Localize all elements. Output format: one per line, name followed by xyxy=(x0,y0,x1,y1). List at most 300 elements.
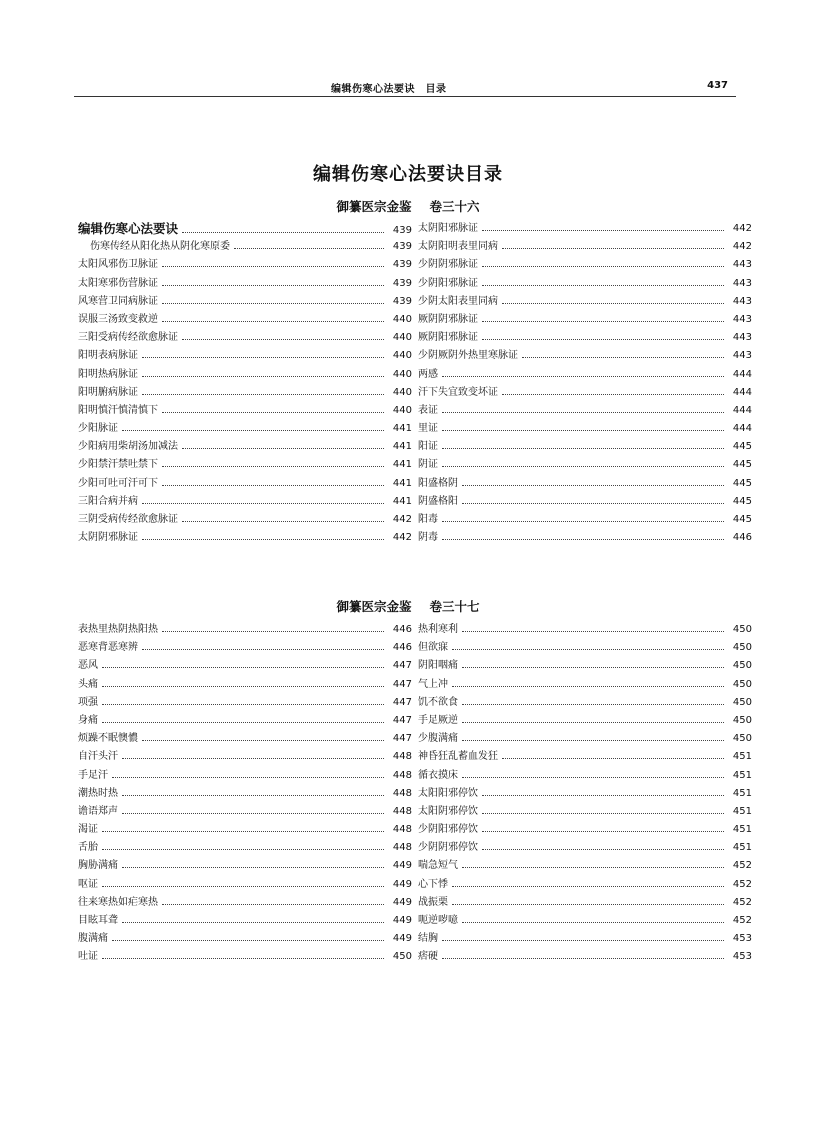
toc-entry-title: 气上冲 xyxy=(418,678,448,690)
toc-entry-page-number: 443 xyxy=(732,332,752,344)
toc-entry-page-number: 448 xyxy=(392,842,412,854)
dot-leader xyxy=(112,939,384,941)
toc-entry-title: 太阳阴邪停饮 xyxy=(418,805,478,817)
dot-leader xyxy=(162,302,384,304)
toc-entry[interactable] xyxy=(418,492,752,510)
toc-entry-page-number: 451 xyxy=(732,842,752,854)
dot-leader xyxy=(182,231,384,233)
toc-entry-title: 头痛 xyxy=(78,678,98,690)
dot-leader xyxy=(142,502,384,504)
toc-entry-page-number: 445 xyxy=(732,441,752,453)
toc-entry-title: 手足汗 xyxy=(78,769,108,781)
toc-entry[interactable] xyxy=(418,838,752,856)
toc-entry-page-number: 440 xyxy=(392,368,412,380)
toc-entry-page-number: 442 xyxy=(732,223,752,234)
dot-leader xyxy=(462,739,724,741)
dot-leader xyxy=(122,921,384,923)
toc-entry[interactable] xyxy=(78,437,412,455)
toc-entry-title: 阴证 xyxy=(418,459,438,471)
dot-leader xyxy=(482,848,724,850)
toc-entry[interactable] xyxy=(418,947,752,965)
toc-entry[interactable] xyxy=(418,911,752,929)
toc-entry[interactable] xyxy=(418,255,752,273)
dot-leader xyxy=(442,957,724,959)
toc-entry[interactable] xyxy=(418,693,752,711)
section-volume: 卷三十七 xyxy=(429,599,480,614)
toc-entry[interactable] xyxy=(418,419,752,437)
toc-entry[interactable] xyxy=(418,656,752,674)
toc-entry-page-number: 441 xyxy=(392,423,412,435)
toc-entry-title: 阳明表病脉证 xyxy=(78,350,138,362)
toc-entry[interactable] xyxy=(78,711,412,729)
dot-leader xyxy=(462,776,724,778)
toc-entry[interactable] xyxy=(78,947,412,965)
dot-leader xyxy=(452,885,724,887)
toc-entry[interactable] xyxy=(78,729,412,747)
toc-entry-title: 胸胁满痛 xyxy=(78,860,118,872)
toc-entry[interactable] xyxy=(418,455,752,473)
toc-entry-title: 热利寒利 xyxy=(418,624,458,635)
toc-entry-page-number: 447 xyxy=(392,678,412,690)
toc-entry-title: 少阴阴邪脉证 xyxy=(418,259,478,271)
toc-entry[interactable] xyxy=(418,856,752,874)
dot-leader xyxy=(142,393,384,395)
dot-leader xyxy=(462,721,724,723)
running-head xyxy=(74,78,736,98)
toc-entry-title: 少阴阳邪停饮 xyxy=(418,824,478,836)
running-head-title: 编辑伤寒心法要诀 目录 xyxy=(331,84,447,95)
dot-leader xyxy=(102,848,384,850)
toc-entry-page-number: 445 xyxy=(732,514,752,525)
toc-entry-page-number: 443 xyxy=(732,350,752,362)
toc-entry-title: 喘急短气 xyxy=(418,860,458,872)
dot-leader xyxy=(142,538,384,540)
toc-entry-title: 恶寒背恶寒辨 xyxy=(78,642,138,654)
toc-entry-title: 太阴阳邪脉证 xyxy=(418,223,478,234)
toc-entry[interactable] xyxy=(418,237,752,255)
toc-entry-title: 太阳风邪伤卫脉证 xyxy=(78,259,158,271)
toc-entry-page-number: 451 xyxy=(732,787,752,799)
toc-entry-title: 吐证 xyxy=(78,951,98,963)
toc-entry-page-number: 446 xyxy=(732,532,752,544)
toc-entry-page-number: 440 xyxy=(392,332,412,344)
toc-entry-page-number: 448 xyxy=(392,769,412,781)
toc-entry-title: 往来寒热如疟寒热 xyxy=(78,896,158,908)
toc-entry[interactable] xyxy=(418,328,752,346)
dot-leader xyxy=(102,703,384,705)
toc-entry[interactable] xyxy=(418,820,752,838)
toc-entry-page-number: 443 xyxy=(732,277,752,289)
toc-entry-title: 饥不欲食 xyxy=(418,696,458,708)
toc-entry[interactable] xyxy=(78,675,412,693)
toc-entry-title: 阴毒 xyxy=(418,532,438,544)
dot-leader xyxy=(122,794,384,796)
dot-leader xyxy=(102,666,384,668)
dot-leader xyxy=(142,375,384,377)
toc-entry-title: 太阴阳明表里同病 xyxy=(418,241,498,253)
dot-leader xyxy=(102,885,384,887)
section-volume: 卷三十六 xyxy=(429,199,480,214)
toc-entry-page-number: 440 xyxy=(392,350,412,362)
toc-entry-title: 烦躁不眠懊憹 xyxy=(78,733,138,745)
toc-entry-title: 表热里热阴热阳热 xyxy=(78,624,158,635)
toc-entry[interactable] xyxy=(78,237,412,255)
toc-entry[interactable] xyxy=(78,455,412,473)
toc-entry[interactable] xyxy=(78,346,412,364)
toc-entry-page-number: 442 xyxy=(732,241,752,253)
toc-entry-title: 太阴阴邪脉证 xyxy=(78,532,138,544)
toc-entry-page-number: 448 xyxy=(392,787,412,799)
toc-entry-title: 三阳受病传经欲愈脉证 xyxy=(78,332,178,344)
toc-entry[interactable] xyxy=(418,802,752,820)
toc-entry[interactable] xyxy=(418,346,752,364)
toc-entry[interactable] xyxy=(78,383,412,401)
running-head-page-number: 437 xyxy=(707,80,728,91)
toc-entry-page-number: 442 xyxy=(392,532,412,544)
toc-entry[interactable] xyxy=(78,365,412,383)
toc-entry[interactable] xyxy=(78,929,412,947)
toc-entry-page-number: 448 xyxy=(392,805,412,817)
toc-entry[interactable] xyxy=(78,274,412,292)
toc-entry-title: 自汗头汗 xyxy=(78,751,118,763)
dot-leader xyxy=(502,757,724,759)
dot-leader xyxy=(102,957,384,959)
toc-entry[interactable] xyxy=(78,310,412,328)
dot-leader xyxy=(482,338,724,340)
toc-entry-title: 痞硬 xyxy=(418,951,438,963)
toc-entry-title: 厥阴阳邪脉证 xyxy=(418,332,478,344)
toc-entry-title: 神昏狂乱蓄血发狂 xyxy=(418,751,498,763)
dot-leader xyxy=(482,229,724,231)
toc-entry[interactable] xyxy=(418,929,752,947)
toc-entry-page-number: 441 xyxy=(392,441,412,453)
toc-entry-title: 阳明热病脉证 xyxy=(78,368,138,380)
toc-entry-page-number: 450 xyxy=(732,733,752,745)
dot-leader xyxy=(452,903,724,905)
toc-entry-page-number: 440 xyxy=(392,313,412,325)
toc-entry-title: 太阳阳邪停饮 xyxy=(418,787,478,799)
toc-entry-page-number: 443 xyxy=(732,259,752,271)
toc-entry-title: 少阴阴邪停饮 xyxy=(418,842,478,854)
toc-entry[interactable] xyxy=(78,328,412,346)
toc-entry-title: 伤寒传经从阳化热从阴化寒原委 xyxy=(90,241,230,253)
toc-entry-title: 里证 xyxy=(418,423,438,435)
toc-entry-page-number: 452 xyxy=(732,878,752,890)
dot-leader xyxy=(182,447,384,449)
toc-entry-page-number: 442 xyxy=(392,514,412,525)
dot-leader xyxy=(442,447,724,449)
toc-entry-page-number: 449 xyxy=(392,915,412,926)
dot-leader xyxy=(142,739,384,741)
toc-entry-title: 呕证 xyxy=(78,878,98,890)
dot-leader xyxy=(462,666,724,668)
toc-entry-page-number: 440 xyxy=(392,404,412,416)
toc-entry-title: 少阳可吐可汗可下 xyxy=(78,477,158,489)
toc-entry-page-number: 447 xyxy=(392,660,412,672)
toc-entry-title: 少阳脉证 xyxy=(78,423,118,435)
toc-entry-page-number: 453 xyxy=(732,951,752,963)
dot-leader xyxy=(122,757,384,759)
dot-leader xyxy=(442,939,724,941)
toc-entry-title: 循衣摸床 xyxy=(418,769,458,781)
toc-entry-title: 手足厥逆 xyxy=(418,714,458,726)
toc-entry-title: 阳毒 xyxy=(418,514,438,525)
dot-leader xyxy=(162,484,384,486)
toc-entry-page-number: 439 xyxy=(392,259,412,271)
toc-entry[interactable] xyxy=(78,656,412,674)
section-heading-vol37 xyxy=(0,597,816,615)
toc-entry-page-number: 448 xyxy=(392,824,412,836)
toc-entry-page-number: 451 xyxy=(732,805,752,817)
toc-entry-title: 项强 xyxy=(78,696,98,708)
toc-entry[interactable] xyxy=(418,528,752,546)
toc-entry[interactable] xyxy=(418,638,752,656)
dot-leader xyxy=(462,502,724,504)
toc-entry-title: 谵语郑声 xyxy=(78,805,118,817)
dot-leader xyxy=(452,685,724,687)
toc-entry[interactable] xyxy=(78,802,412,820)
toc-entry-title: 误服三汤致变救逆 xyxy=(78,313,158,325)
dot-leader xyxy=(162,903,384,905)
toc-entry-page-number: 439 xyxy=(392,225,412,236)
dot-leader xyxy=(162,465,384,467)
dot-leader xyxy=(462,484,724,486)
toc-entry[interactable] xyxy=(418,474,752,492)
dot-leader xyxy=(234,247,384,249)
toc-entry-page-number: 452 xyxy=(732,860,752,872)
dot-leader xyxy=(482,830,724,832)
toc-entry-page-number: 439 xyxy=(392,295,412,307)
toc-entry[interactable] xyxy=(78,638,412,656)
toc-entry[interactable] xyxy=(418,510,752,528)
toc-entry-page-number: 444 xyxy=(732,423,752,435)
toc-entry[interactable] xyxy=(78,820,412,838)
toc-entry-page-number: 447 xyxy=(392,733,412,745)
toc-entry-title: 目眩耳聋 xyxy=(78,915,118,926)
dot-leader xyxy=(442,375,724,377)
toc-entry[interactable] xyxy=(418,437,752,455)
toc-entry-title: 心下悸 xyxy=(418,878,448,890)
toc-entry-title: 少阳病用柴胡汤加减法 xyxy=(78,441,178,453)
toc-entry[interactable] xyxy=(418,219,752,237)
toc-entry-title: 阴阳咽痛 xyxy=(418,660,458,672)
toc-entry-page-number: 443 xyxy=(732,313,752,325)
toc-entry[interactable] xyxy=(418,401,752,419)
toc-entry[interactable] xyxy=(418,711,752,729)
dot-leader xyxy=(162,630,384,632)
toc-entry-page-number: 447 xyxy=(392,696,412,708)
toc-entry-page-number: 449 xyxy=(392,860,412,872)
toc-entry[interactable] xyxy=(78,856,412,874)
toc-column-right-vol37 xyxy=(418,620,752,966)
toc-entry-title: 少阳禁汗禁吐禁下 xyxy=(78,459,158,471)
toc-entry-page-number: 452 xyxy=(732,896,752,908)
toc-entry-title: 少阴太阳表里同病 xyxy=(418,295,498,307)
dot-leader xyxy=(142,356,384,358)
toc-entry-page-number: 441 xyxy=(392,477,412,489)
dot-leader xyxy=(442,520,724,522)
toc-entry-title: 少阴阳邪脉证 xyxy=(418,277,478,289)
toc-entry[interactable] xyxy=(78,492,412,510)
dot-leader xyxy=(462,630,724,632)
toc-entry-title: 阴盛格阳 xyxy=(418,495,458,507)
dot-leader xyxy=(452,648,724,650)
toc-entry-page-number: 450 xyxy=(732,678,752,690)
toc-entry[interactable] xyxy=(78,510,412,528)
toc-entry-page-number: 439 xyxy=(392,241,412,253)
section-book-title: 御纂医宗金鉴 xyxy=(336,599,412,614)
toc-entry-page-number: 450 xyxy=(732,642,752,654)
toc-entry[interactable] xyxy=(418,747,752,765)
toc-entry[interactable] xyxy=(78,401,412,419)
dot-leader xyxy=(482,794,724,796)
toc-entry-page-number: 443 xyxy=(732,295,752,307)
toc-entry-title: 两感 xyxy=(418,368,438,380)
toc-entry[interactable] xyxy=(78,255,412,273)
dot-leader xyxy=(112,776,384,778)
toc-entry-title: 汗下失宜致变坏证 xyxy=(418,386,498,398)
toc-entry-page-number: 447 xyxy=(392,714,412,726)
toc-entry-page-number: 439 xyxy=(392,277,412,289)
dot-leader xyxy=(442,538,724,540)
dot-leader xyxy=(182,520,384,522)
toc-entry-page-number: 450 xyxy=(732,714,752,726)
toc-entry-title: 战振栗 xyxy=(418,896,448,908)
toc-entry-page-number: 451 xyxy=(732,769,752,781)
toc-entry-title: 编辑伤寒心法要诀 xyxy=(78,221,179,236)
toc-entry-title: 腹满痛 xyxy=(78,933,108,945)
toc-entry-title: 结胸 xyxy=(418,933,438,945)
toc-entry-page-number: 441 xyxy=(392,495,412,507)
toc-entry[interactable] xyxy=(78,219,412,237)
toc-entry[interactable] xyxy=(418,675,752,693)
toc-entry[interactable] xyxy=(418,766,752,784)
toc-entry-title: 厥阴阴邪脉证 xyxy=(418,313,478,325)
toc-entry-title: 阳盛格阴 xyxy=(418,477,458,489)
toc-entry-page-number: 444 xyxy=(732,368,752,380)
toc-entry-title: 呃逆哕噫 xyxy=(418,915,458,926)
dot-leader xyxy=(162,265,384,267)
page-title: 编辑伤寒心法要诀目录 xyxy=(313,164,503,185)
toc-entry-title: 恶风 xyxy=(78,660,98,672)
toc-entry[interactable] xyxy=(78,620,412,638)
toc-entry-page-number: 446 xyxy=(392,624,412,635)
toc-entry[interactable] xyxy=(78,292,412,310)
toc-entry[interactable] xyxy=(78,528,412,546)
dot-leader xyxy=(182,338,384,340)
toc-entry[interactable] xyxy=(418,274,752,292)
toc-entry-title: 阳明慎汗慎清慎下 xyxy=(78,404,158,416)
toc-column-left-vol36 xyxy=(78,219,412,546)
dot-leader xyxy=(162,284,384,286)
toc-entry[interactable] xyxy=(78,893,412,911)
section-heading-vol36 xyxy=(0,197,816,215)
dot-leader xyxy=(462,703,724,705)
header-rule xyxy=(74,96,736,97)
toc-entry[interactable] xyxy=(78,474,412,492)
toc-entry[interactable] xyxy=(418,893,752,911)
toc-column-left-vol37 xyxy=(78,620,412,966)
toc-entry-title: 表证 xyxy=(418,404,438,416)
dot-leader xyxy=(142,648,384,650)
toc-entry-page-number: 444 xyxy=(732,404,752,416)
toc-entry[interactable] xyxy=(78,419,412,437)
dot-leader xyxy=(462,921,724,923)
toc-entry-title: 风寒营卫同病脉证 xyxy=(78,295,158,307)
toc-entry-title: 三阴受病传经欲愈脉证 xyxy=(78,514,178,525)
toc-entry[interactable] xyxy=(418,784,752,802)
toc-entry-page-number: 440 xyxy=(392,386,412,398)
toc-entry-page-number: 450 xyxy=(392,951,412,963)
toc-entry[interactable] xyxy=(78,693,412,711)
toc-entry-title: 太阳寒邪伤营脉证 xyxy=(78,277,158,289)
toc-entry-title: 少腹满痛 xyxy=(418,733,458,745)
dot-leader xyxy=(102,721,384,723)
toc-entry[interactable] xyxy=(78,911,412,929)
toc-entry-page-number: 444 xyxy=(732,386,752,398)
toc-entry[interactable] xyxy=(418,875,752,893)
dot-leader xyxy=(102,830,384,832)
toc-entry-page-number: 450 xyxy=(732,696,752,708)
dot-leader xyxy=(482,284,724,286)
dot-leader xyxy=(502,302,724,304)
toc-entry[interactable] xyxy=(78,875,412,893)
toc-entry[interactable] xyxy=(78,766,412,784)
dot-leader xyxy=(522,356,724,358)
toc-entry[interactable] xyxy=(78,838,412,856)
toc-entry-page-number: 449 xyxy=(392,896,412,908)
toc-entry-title: 身痛 xyxy=(78,714,98,726)
toc-entry-page-number: 445 xyxy=(732,495,752,507)
dot-leader xyxy=(462,866,724,868)
toc-entry-title: 阳证 xyxy=(418,441,438,453)
toc-entry-page-number: 451 xyxy=(732,824,752,836)
dot-leader xyxy=(102,685,384,687)
toc-entry-page-number: 441 xyxy=(392,459,412,471)
dot-leader xyxy=(442,411,724,413)
dot-leader xyxy=(162,320,384,322)
dot-leader xyxy=(482,320,724,322)
dot-leader xyxy=(162,411,384,413)
dot-leader xyxy=(502,247,724,249)
toc-entry[interactable] xyxy=(418,729,752,747)
dot-leader xyxy=(442,429,724,431)
toc-entry[interactable] xyxy=(78,784,412,802)
toc-column-right-vol36 xyxy=(418,219,752,546)
toc-entry-title: 舌胎 xyxy=(78,842,98,854)
toc-entry-page-number: 451 xyxy=(732,751,752,763)
dot-leader xyxy=(122,812,384,814)
toc-entry[interactable] xyxy=(418,365,752,383)
toc-entry[interactable] xyxy=(78,747,412,765)
toc-entry-title: 渴证 xyxy=(78,824,98,836)
toc-entry[interactable] xyxy=(418,383,752,401)
toc-entry-page-number: 448 xyxy=(392,751,412,763)
toc-entry[interactable] xyxy=(418,620,752,638)
toc-entry-page-number: 449 xyxy=(392,933,412,945)
dot-leader xyxy=(502,393,724,395)
toc-entry[interactable] xyxy=(418,292,752,310)
toc-entry-page-number: 445 xyxy=(732,477,752,489)
toc-entry-page-number: 450 xyxy=(732,624,752,635)
toc-entry[interactable] xyxy=(418,310,752,328)
section-book-title: 御纂医宗金鉴 xyxy=(336,199,412,214)
toc-entry-page-number: 445 xyxy=(732,459,752,471)
toc-entry-page-number: 452 xyxy=(732,915,752,926)
toc-entry-page-number: 450 xyxy=(732,660,752,672)
dot-leader xyxy=(122,429,384,431)
toc-entry-title: 三阳合病并病 xyxy=(78,495,138,507)
